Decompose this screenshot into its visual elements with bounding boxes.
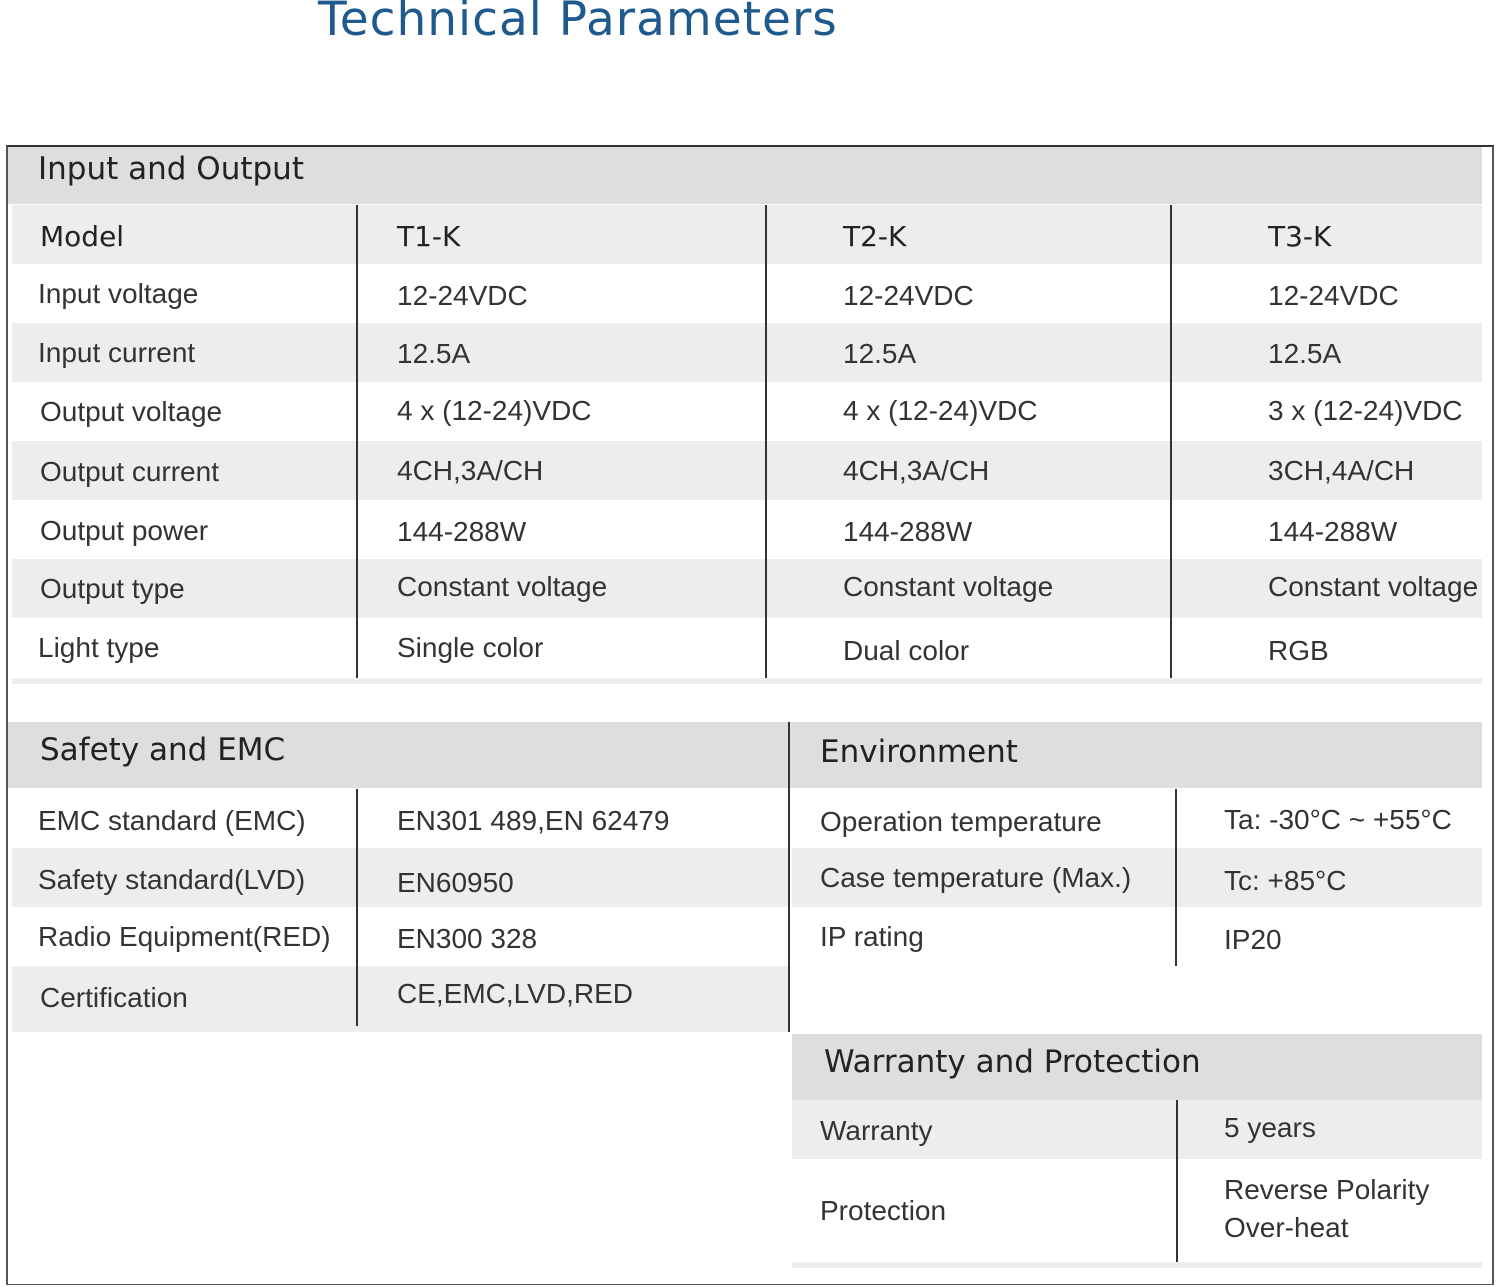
cell-value: CE,EMC,LVD,RED bbox=[397, 978, 633, 1009]
table-row-model bbox=[12, 205, 1482, 264]
environment-heading bbox=[790, 722, 1482, 788]
column-divider bbox=[356, 205, 358, 678]
cell-value: Tc: +85°C bbox=[1224, 865, 1347, 896]
column-divider bbox=[1170, 205, 1172, 678]
column-header-model: Model bbox=[40, 220, 125, 253]
warranty-heading-text: Warranty and Protection bbox=[824, 1044, 1201, 1080]
row-label: Radio Equipment(RED) bbox=[38, 921, 331, 952]
row-label: Output current bbox=[40, 456, 219, 487]
section-spacer bbox=[12, 1026, 788, 1032]
section-spacer bbox=[12, 678, 1482, 684]
cell-value: EN60950 bbox=[397, 867, 514, 898]
cell-t3: 3CH,4A/CH bbox=[1268, 455, 1415, 486]
cell-value: Ta: -30°C ~ +55°C bbox=[1224, 804, 1452, 835]
row-label: Operation temperature bbox=[820, 806, 1102, 837]
table-row bbox=[12, 441, 1482, 500]
column-header-t2: T2-K bbox=[843, 220, 907, 253]
column-header-t3: T3-K bbox=[1268, 220, 1332, 253]
cell-value: EN300 328 bbox=[397, 923, 538, 954]
cell-t3: RGB bbox=[1268, 635, 1329, 666]
cell-value: EN301 489,EN 62479 bbox=[397, 805, 670, 836]
column-divider bbox=[356, 789, 358, 1026]
row-label: Input current bbox=[38, 337, 196, 368]
cell-t2: 144-288W bbox=[843, 516, 973, 547]
safety-heading-text: Safety and EMC bbox=[40, 732, 286, 768]
column-header-t1: T1-K bbox=[397, 220, 461, 253]
cell-value: 5 years bbox=[1224, 1112, 1316, 1143]
row-label: Output voltage bbox=[40, 396, 223, 427]
table-row bbox=[12, 382, 1482, 441]
safety-heading bbox=[8, 722, 788, 788]
cell-t2: 4 x (12-24)VDC bbox=[843, 395, 1038, 426]
cell-t1: 4 x (12-24)VDC bbox=[397, 395, 592, 426]
cell-t1: 12.5A bbox=[397, 338, 471, 369]
cell-t2: 12-24VDC bbox=[843, 280, 974, 311]
cell-value-line1: Reverse Polarity bbox=[1224, 1174, 1430, 1205]
cell-t3: 12.5A bbox=[1268, 338, 1342, 369]
cell-t3: Constant voltage bbox=[1268, 571, 1479, 602]
table-row bbox=[12, 618, 1482, 678]
row-label: Safety standard(LVD) bbox=[38, 864, 306, 895]
row-label: Output type bbox=[40, 573, 185, 604]
cell-t2: 12.5A bbox=[843, 338, 917, 369]
row-label: Output power bbox=[40, 515, 209, 546]
cell-t3: 12-24VDC bbox=[1268, 280, 1399, 311]
column-divider bbox=[765, 205, 767, 678]
row-label: Input voltage bbox=[38, 278, 199, 309]
cell-value: IP20 bbox=[1224, 924, 1282, 955]
table-row bbox=[12, 559, 1482, 618]
column-divider bbox=[1175, 789, 1177, 966]
table-row bbox=[12, 500, 1482, 559]
row-label: Case temperature (Max.) bbox=[820, 862, 1132, 893]
row-label: Certification bbox=[40, 982, 188, 1013]
section-spacer bbox=[792, 1262, 1482, 1268]
column-divider bbox=[1176, 1100, 1178, 1262]
cell-t1: 144-288W bbox=[397, 516, 527, 547]
table-row bbox=[12, 323, 1482, 382]
cell-t3: 3 x (12-24)VDC bbox=[1268, 395, 1463, 426]
input-output-heading-text: Input and Output bbox=[38, 151, 304, 187]
cell-t1: Constant voltage bbox=[397, 571, 608, 602]
row-label: Protection bbox=[820, 1195, 947, 1226]
environment-heading-text: Environment bbox=[820, 734, 1018, 770]
cell-t2: Dual color bbox=[843, 635, 970, 666]
cell-t1: 12-24VDC bbox=[397, 280, 528, 311]
warranty-heading bbox=[792, 1034, 1482, 1100]
cell-t2: 4CH,3A/CH bbox=[843, 455, 990, 486]
input-output-heading bbox=[8, 147, 1482, 204]
cell-t1: 4CH,3A/CH bbox=[397, 455, 544, 486]
table-row bbox=[12, 264, 1482, 323]
cell-value-line2: Over-heat bbox=[1224, 1212, 1349, 1243]
row-label: Warranty bbox=[820, 1115, 933, 1146]
row-label: IP rating bbox=[820, 921, 924, 952]
cell-t3: 144-288W bbox=[1268, 516, 1398, 547]
row-label: EMC standard (EMC) bbox=[38, 805, 306, 836]
cell-t2: Constant voltage bbox=[843, 571, 1054, 602]
cell-t1: Single color bbox=[397, 632, 544, 663]
page-title: Technical Parameters bbox=[318, 0, 838, 47]
row-label: Light type bbox=[38, 632, 160, 663]
